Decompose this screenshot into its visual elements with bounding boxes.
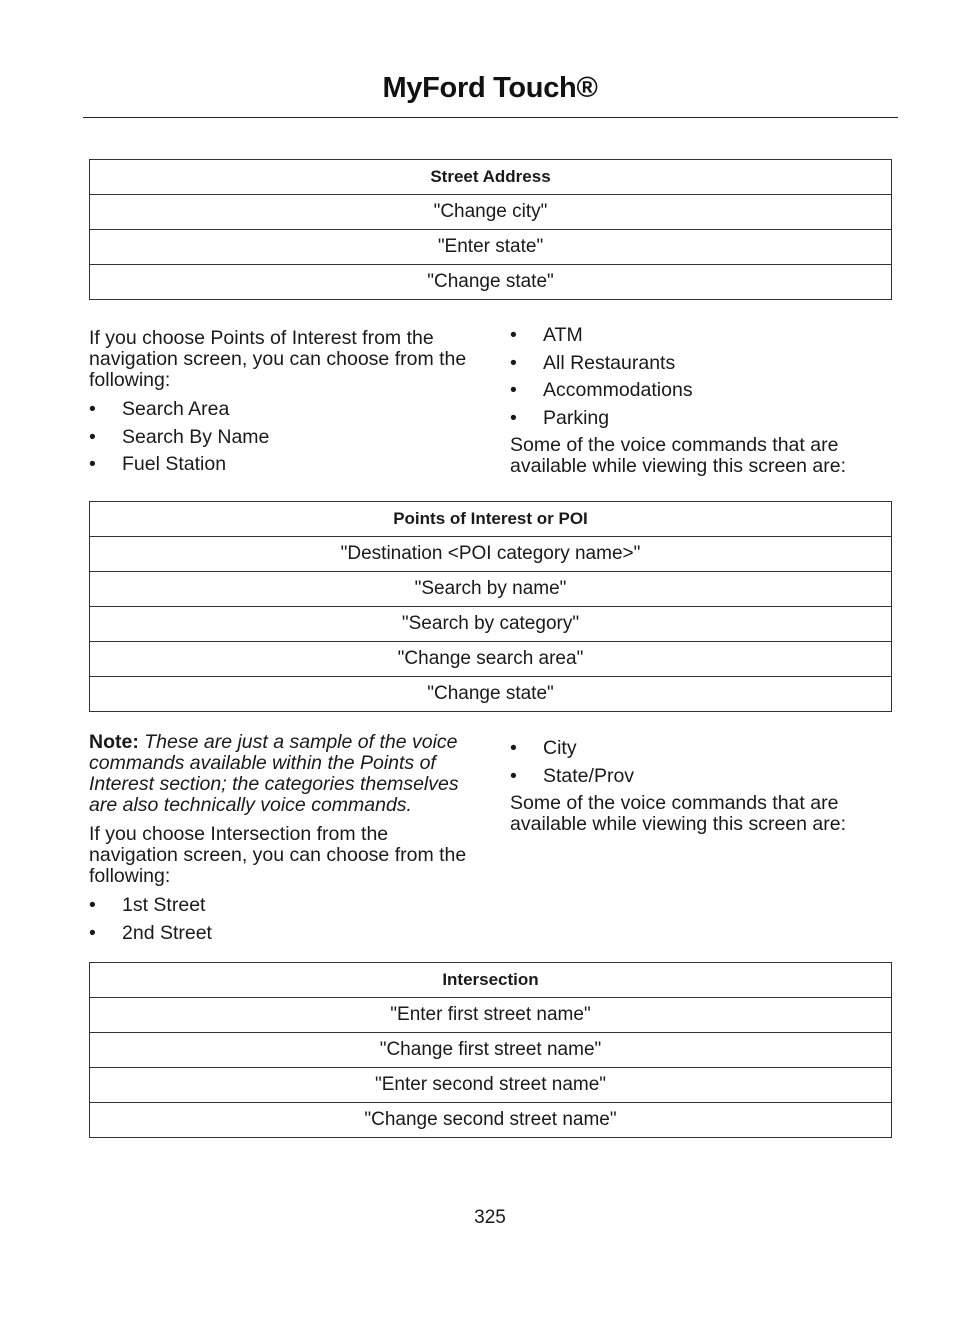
list-item-text: 2nd Street <box>122 921 212 944</box>
paragraph: If you choose Intersection from the navigation screen, you can choose from the following: <box>89 823 467 887</box>
bullet-icon: • <box>510 406 517 429</box>
table-row: "Destination <POI category name>" <box>90 537 892 572</box>
section2-left-column <box>89 732 474 950</box>
intersection-table <box>89 962 892 1138</box>
bullet-icon: • <box>89 398 96 420</box>
list-item-text: Parking <box>543 406 610 429</box>
street-address-table <box>89 159 892 300</box>
title-divider <box>83 117 898 118</box>
list-item-text: City <box>543 737 577 759</box>
table-row: "Change first street name" <box>90 1033 892 1068</box>
list-item-text: ATM <box>543 324 583 346</box>
bullet-list <box>510 325 895 429</box>
list-item <box>510 766 895 787</box>
table-row: "Change second street name" <box>90 1103 892 1138</box>
poi-table <box>89 501 892 712</box>
list-item <box>510 408 895 429</box>
list-item-text: Accommodations <box>543 379 693 401</box>
table-row: "Search by name" <box>90 572 892 607</box>
page-number: 325 <box>474 1207 506 1228</box>
list-item <box>510 325 895 346</box>
bullet-icon: • <box>89 894 96 916</box>
bullet-list <box>89 399 474 475</box>
table-row: "Change search area" <box>90 642 892 677</box>
paragraph: Some of the voice commands that are available while viewing this screen are: <box>510 792 847 835</box>
list-item <box>510 380 895 401</box>
bullet-icon: • <box>89 425 96 448</box>
table-row: "Enter state" <box>90 230 892 265</box>
table-row: "Enter first street name" <box>90 998 892 1033</box>
list-item <box>510 353 895 374</box>
table-row: "Change city" <box>90 195 892 230</box>
list-item-text: 1st Street <box>122 894 206 916</box>
section2-right-column <box>510 738 895 843</box>
table-row: "Change state" <box>90 677 892 712</box>
list-item <box>89 427 474 448</box>
bullet-icon: • <box>510 351 517 374</box>
section1-right-column <box>510 325 895 485</box>
list-item-text: Search By Name <box>122 425 270 448</box>
list-item-text: Search Area <box>122 398 230 420</box>
paragraph: If you choose Points of Interest from the navigation screen, you can choose from the following: <box>89 327 467 391</box>
table-row: "Enter second street name" <box>90 1068 892 1103</box>
note-paragraph <box>89 732 474 816</box>
note-label: Note: <box>89 731 139 753</box>
table-row: "Change state" <box>90 265 892 300</box>
section1-left-column <box>89 328 474 482</box>
bullet-list <box>89 895 474 944</box>
bullet-icon: • <box>510 737 517 759</box>
table-header: Intersection <box>90 963 892 998</box>
paragraph: Some of the voice commands that are available while viewing this screen are: <box>510 434 847 477</box>
list-item <box>89 923 474 944</box>
table-header: Points of Interest or POI <box>90 502 892 537</box>
bullet-icon: • <box>510 324 517 346</box>
bullet-icon: • <box>510 764 517 787</box>
table-row: "Search by category" <box>90 607 892 642</box>
list-item <box>89 454 474 475</box>
note-text: These are just a sample of the voice commands available within the Points of Interest section; the categories themselves are also technically voice commands. <box>89 731 459 816</box>
list-item <box>89 895 474 916</box>
table-header: Street Address <box>90 160 892 195</box>
bullet-list <box>510 738 895 787</box>
bullet-icon: • <box>89 921 96 944</box>
bullet-icon: • <box>89 453 96 475</box>
list-item-text: Fuel Station <box>122 453 227 475</box>
list-item <box>510 738 895 759</box>
list-item-text: State/Prov <box>543 764 635 787</box>
list-item-text: All Restaurants <box>543 351 676 374</box>
bullet-icon: • <box>510 379 517 401</box>
list-item <box>89 399 474 420</box>
page-title: MyFord Touch® <box>382 72 598 104</box>
